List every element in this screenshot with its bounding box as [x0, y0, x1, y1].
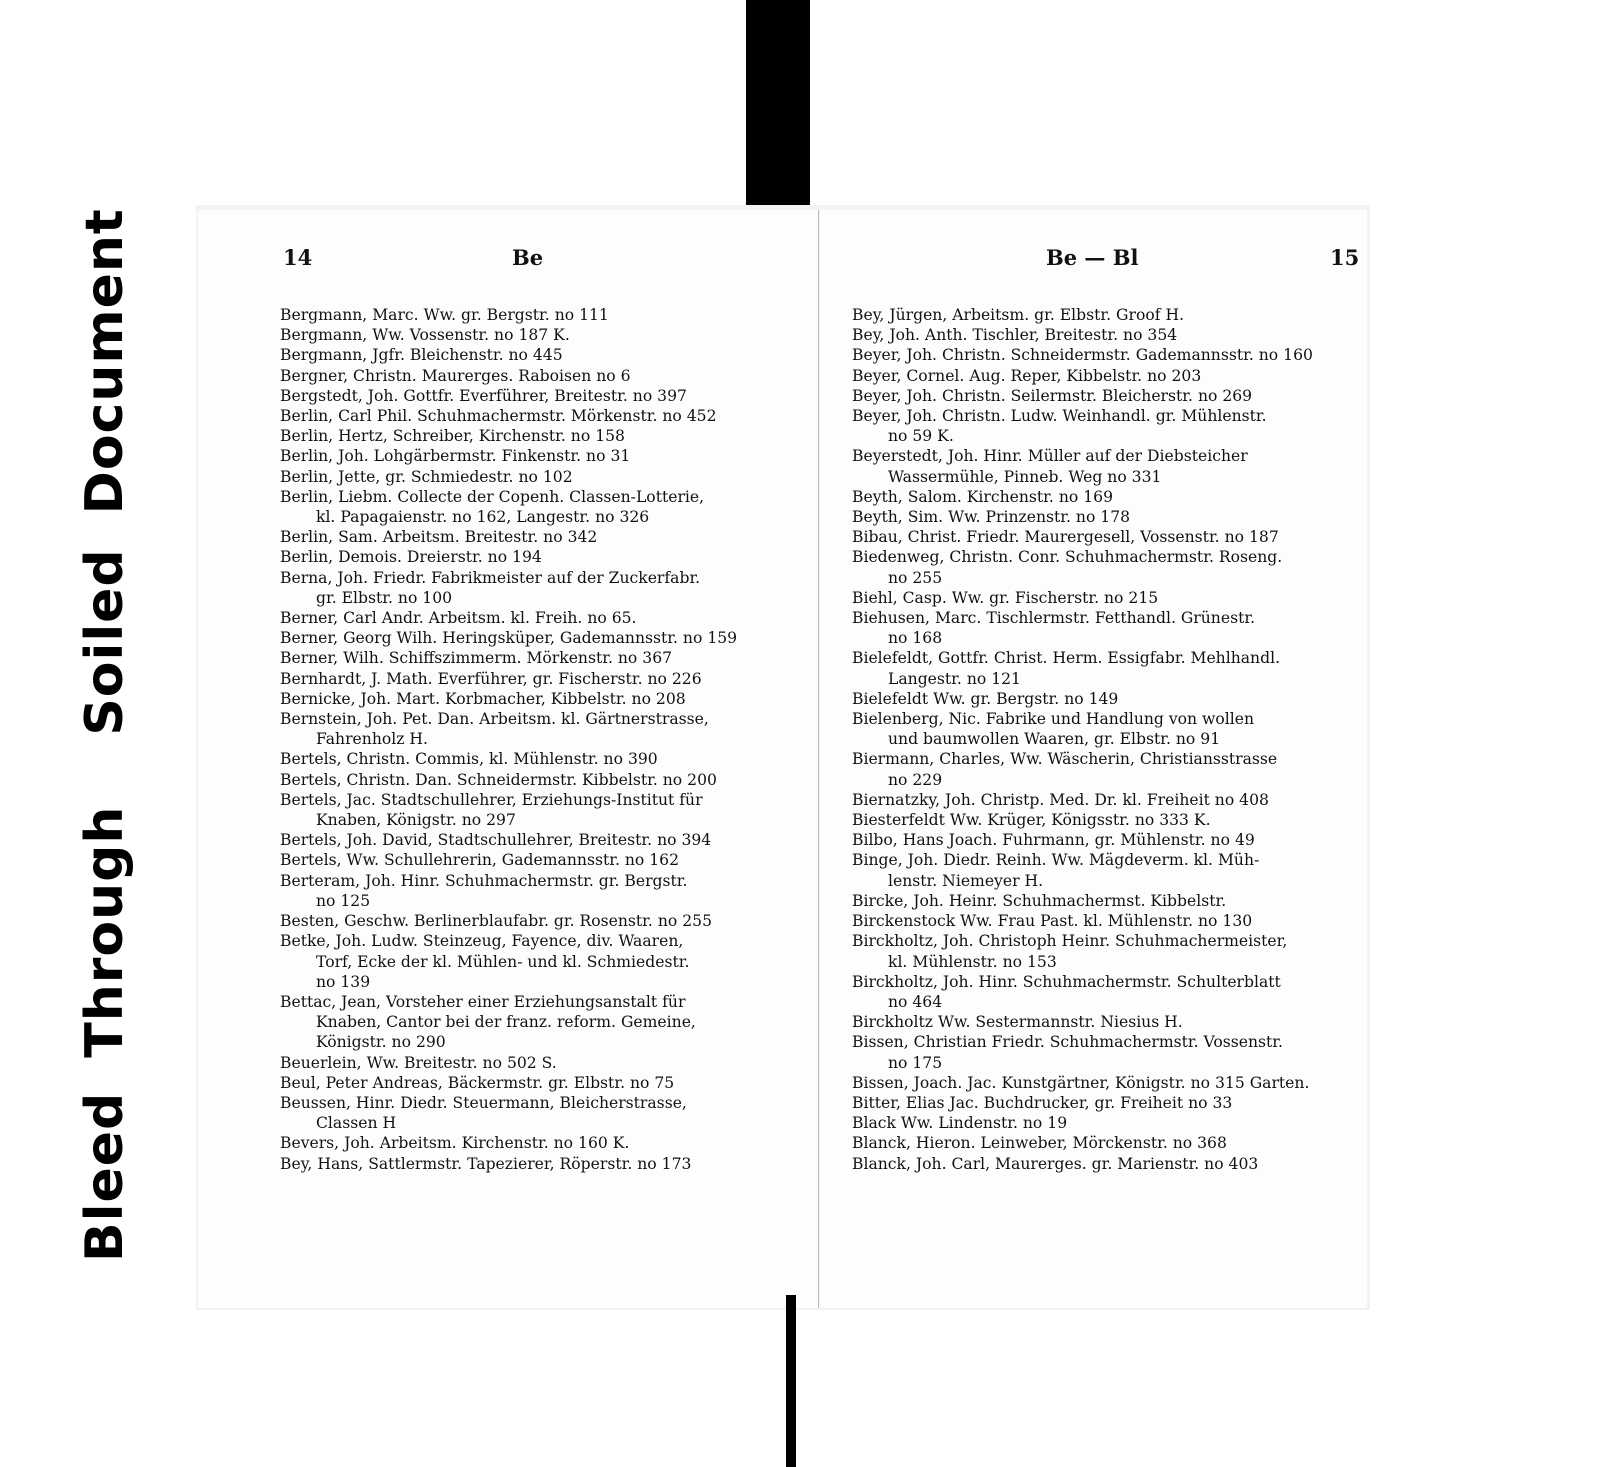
entry-continuation: Torf, Ecke der kl. Mühlen- und kl. Schmiedestr.	[316, 952, 690, 971]
entry-text: Biernatzky, Joh. Christp. Med. Dr. kl. Freiheit no 408	[852, 790, 1269, 809]
directory-entry	[852, 547, 1354, 587]
entry-text: Bey, Hans, Sattlermstr. Tapezierer, Röperstr. no 173	[280, 1154, 692, 1173]
entry-text: Beyer, Joh. Christn. Seilermstr. Bleicherstr. no 269	[852, 386, 1253, 405]
directory-entry	[280, 406, 792, 426]
directory-entry	[852, 891, 1354, 911]
directory-entry	[852, 648, 1354, 688]
directory-entry	[280, 1093, 792, 1133]
directory-entry	[280, 1133, 792, 1153]
directory-entry	[852, 689, 1354, 709]
right-page-header: Be — Bl	[1046, 245, 1139, 270]
entry-text: Beyerstedt, Joh. Hinr. Müller auf der Diebsteicher	[852, 447, 1248, 466]
entry-text: Beyth, Salom. Kirchenstr. no 169	[852, 487, 1113, 506]
directory-entry	[852, 850, 1354, 890]
entry-continuation: no 125	[316, 891, 371, 910]
binding-strip-bottom	[786, 1295, 796, 1467]
left-page-number: 14	[283, 245, 313, 270]
entry-text: Bernstein, Joh. Pet. Dan. Arbeitsm. kl. Gärtnerstrasse,	[280, 710, 709, 729]
entry-text: Bielefeldt Ww. gr. Bergstr. no 149	[852, 689, 1119, 708]
entry-text: Bettac, Jean, Vorsteher einer Erziehungsanstalt für	[280, 992, 686, 1011]
entry-continuation: no 464	[888, 992, 943, 1011]
directory-entry	[852, 446, 1354, 486]
directory-entry	[280, 386, 792, 406]
entry-text: Bissen, Joach. Jac. Kunstgärtner, Königstr. no 315 Garten.	[852, 1073, 1310, 1092]
entry-continuation: no 175	[888, 1053, 943, 1072]
entry-text: Birckholtz, Joh. Hinr. Schuhmachermstr. Schulterblatt	[852, 972, 1281, 991]
entry-text: Bircke, Joh. Heinr. Schuhmachermst. Kibbelstr.	[852, 891, 1227, 910]
entry-text: Berna, Joh. Friedr. Fabrikmeister auf der Zuckerfabr.	[280, 568, 701, 587]
entry-text: Beuerlein, Ww. Breitestr. no 502 S.	[280, 1053, 557, 1072]
entry-text: Bey, Jürgen, Arbeitsm. gr. Elbstr. Groof H.	[852, 306, 1185, 324]
directory-entry	[852, 709, 1354, 749]
directory-entry	[280, 1032, 792, 1052]
entry-continuation: gr. Elbstr. no 100	[316, 588, 453, 607]
directory-entry	[280, 305, 792, 325]
entry-text: Birckholtz, Joh. Christoph Heinr. Schuhmachermeister,	[852, 932, 1288, 951]
directory-entry	[852, 1154, 1354, 1174]
entry-text: Birckholtz Ww. Sestermannstr. Niesius H.	[852, 1013, 1183, 1032]
entry-text: Berlin, Jette, gr. Schmiedestr. no 102	[280, 467, 573, 486]
entry-text: Blanck, Hieron. Leinweber, Mörckenstr. no 368	[852, 1134, 1227, 1153]
directory-entry	[280, 992, 792, 1032]
directory-entry	[852, 345, 1354, 365]
entry-continuation: kl. Papagaienstr. no 162, Langestr. no 326	[316, 508, 650, 527]
entry-continuation: Classen H	[316, 1114, 397, 1133]
entry-continuation: no 229	[888, 770, 943, 789]
left-entry-list	[280, 305, 792, 1174]
directory-entry	[852, 325, 1354, 345]
directory-entry	[280, 608, 792, 628]
entry-text: Berlin, Demois. Dreierstr. no 194	[280, 548, 542, 567]
directory-entry	[852, 366, 1354, 386]
directory-entry	[280, 547, 792, 567]
directory-entry	[852, 1073, 1354, 1093]
side-label	[75, 208, 135, 1262]
entry-text: Bergmann, Marc. Ww. gr. Bergstr. no 111	[280, 306, 609, 324]
entry-text: Bergstedt, Joh. Gottfr. Everführer, Breitestr. no 397	[280, 386, 687, 405]
entry-text: Birckenstock Ww. Frau Past. kl. Mühlenstr. no 130	[852, 912, 1253, 931]
directory-entry	[280, 345, 792, 365]
entry-continuation: no 59 K.	[888, 427, 954, 446]
entry-text: Besten, Geschw. Berlinerblaufabr. gr. Rosenstr. no 255	[280, 912, 712, 931]
entry-text: Berlin, Joh. Lohgärbermstr. Finkenstr. no 31	[280, 447, 631, 466]
entry-text: Binge, Joh. Diedr. Reinh. Ww. Mägdeverm. kl. Müh-	[852, 851, 1260, 870]
directory-entry	[852, 588, 1354, 608]
left-page-header: Be	[512, 245, 544, 270]
directory-entry	[280, 366, 792, 386]
directory-entry	[852, 527, 1354, 547]
entry-text: Berlin, Liebm. Collecte der Copenh. Classen-Lotterie,	[280, 487, 705, 506]
directory-entry	[280, 628, 792, 648]
directory-entry	[280, 972, 792, 992]
entry-text: Berteram, Joh. Hinr. Schuhmachermstr. gr. Bergstr.	[280, 871, 688, 890]
entry-text: Bergner, Christn. Maurerges. Raboisen no 6	[280, 366, 631, 385]
directory-entry	[852, 749, 1354, 789]
entry-text: Biesterfeldt Ww. Krüger, Königsstr. no 333 K.	[852, 811, 1211, 830]
entry-continuation: Wassermühle, Pinneb. Weg no 331	[888, 467, 1162, 486]
directory-entry	[280, 487, 792, 527]
directory-entry	[280, 325, 792, 345]
entry-continuation: lenstr. Niemeyer H.	[888, 871, 1044, 890]
side-label-word: Bleed	[75, 1091, 135, 1262]
side-label-word: Through	[75, 805, 135, 1058]
directory-entry	[852, 386, 1354, 406]
entry-text: Bertels, Joh. David, Stadtschullehrer, Breitestr. no 394	[280, 831, 712, 850]
directory-entry	[280, 669, 792, 689]
entry-text: Bergmann, Ww. Vossenstr. no 187 K.	[280, 326, 570, 345]
side-label-word: Soiled	[75, 548, 135, 736]
entry-text: Beyer, Joh. Christn. Schneidermstr. Gademannsstr. no 160	[852, 346, 1313, 365]
directory-entry	[280, 527, 792, 547]
entry-continuation: Fahrenholz H.	[316, 730, 428, 749]
entry-text: Bielenberg, Nic. Fabrike und Handlung von wollen	[852, 710, 1255, 729]
entry-text: Biehusen, Marc. Tischlermstr. Fetthandl. Grünestr.	[852, 609, 1256, 628]
directory-entry	[852, 507, 1354, 527]
directory-entry	[280, 770, 792, 790]
directory-entry	[280, 871, 792, 911]
directory-entry	[280, 689, 792, 709]
entry-text: Beyth, Sim. Ww. Prinzenstr. no 178	[852, 508, 1131, 527]
directory-entry	[852, 931, 1354, 971]
entry-text: Berlin, Sam. Arbeitsm. Breitestr. no 342	[280, 528, 598, 547]
entry-continuation: Knaben, Cantor bei der franz. reform. Gemeine,	[316, 1013, 696, 1032]
right-entry-list	[852, 305, 1354, 1174]
entry-continuation: kl. Mühlenstr. no 153	[888, 952, 1057, 971]
directory-entry	[852, 1093, 1354, 1113]
directory-entry	[280, 1154, 792, 1174]
directory-entry	[280, 709, 792, 749]
directory-entry	[280, 1053, 792, 1073]
directory-entry	[280, 850, 792, 870]
entry-text: Bernicke, Joh. Mart. Korbmacher, Kibbelstr. no 208	[280, 689, 686, 708]
entry-text: Betke, Joh. Ludw. Steinzeug, Fayence, div. Waaren,	[280, 932, 684, 951]
directory-entry	[280, 931, 792, 971]
entry-text: Beussen, Hinr. Diedr. Steuermann, Bleicherstrasse,	[280, 1093, 687, 1112]
entry-text: Black Ww. Lindenstr. no 19	[852, 1114, 1068, 1133]
directory-entry	[852, 305, 1354, 325]
binding-strip-top	[746, 0, 810, 205]
entry-text: Bertels, Christn. Dan. Schneidermstr. Kibbelstr. no 200	[280, 770, 717, 789]
entry-text: Beyer, Cornel. Aug. Reper, Kibbelstr. no 203	[852, 366, 1202, 385]
entry-text: Biehl, Casp. Ww. gr. Fischerstr. no 215	[852, 588, 1159, 607]
entry-continuation: no 168	[888, 629, 943, 648]
directory-entry	[852, 406, 1354, 446]
directory-entry	[852, 1133, 1354, 1153]
entry-text: Berlin, Carl Phil. Schuhmachermstr. Mörkenstr. no 452	[280, 407, 717, 426]
directory-entry	[280, 648, 792, 668]
entry-text: Bitter, Elias Jac. Buchdrucker, gr. Freiheit no 33	[852, 1093, 1233, 1112]
directory-entry	[852, 911, 1354, 931]
directory-entry	[280, 911, 792, 931]
entry-text: Biermann, Charles, Ww. Wäscherin, Christiansstrasse	[852, 750, 1278, 769]
directory-entry	[280, 790, 792, 830]
entry-text: Bey, Joh. Anth. Tischler, Breitestr. no 354	[852, 326, 1178, 345]
directory-entry	[280, 830, 792, 850]
directory-entry	[852, 1012, 1354, 1032]
entry-text: Bertels, Jac. Stadtschullehrer, Erziehungs-Institut für	[280, 790, 703, 809]
entry-text: Bergmann, Jgfr. Bleichenstr. no 445	[280, 346, 563, 365]
directory-entry	[852, 830, 1354, 850]
entry-text: Bielefeldt, Gottfr. Christ. Herm. Essigfabr. Mehlhandl.	[852, 649, 1281, 668]
entry-text: Bissen, Christian Friedr. Schuhmachermstr. Vossenstr.	[852, 1033, 1283, 1052]
directory-entry	[852, 1113, 1354, 1133]
directory-entry	[280, 446, 792, 466]
entry-text: Bevers, Joh. Arbeitsm. Kirchenstr. no 160 K.	[280, 1134, 630, 1153]
entry-continuation: Knaben, Königstr. no 297	[316, 811, 516, 830]
right-page-number: 15	[1330, 245, 1360, 270]
entry-text: Beyer, Joh. Christn. Ludw. Weinhandl. gr. Mühlenstr.	[852, 407, 1267, 426]
entry-text: Berlin, Hertz, Schreiber, Kirchenstr. no 158	[280, 427, 625, 446]
entry-text: Bernhardt, J. Math. Everführer, gr. Fischerstr. no 226	[280, 669, 702, 688]
entry-text: Berner, Wilh. Schiffszimmerm. Mörkenstr. no 367	[280, 649, 673, 668]
entry-continuation: no 139	[316, 972, 371, 991]
directory-entry	[852, 608, 1354, 648]
directory-entry	[852, 810, 1354, 830]
directory-entry	[852, 972, 1354, 1012]
entry-text: Biedenweg, Christn. Conr. Schuhmachermstr. Roseng.	[852, 548, 1283, 567]
entry-continuation: Langestr. no 121	[888, 669, 1021, 688]
directory-entry	[852, 790, 1354, 810]
entry-text: Bibau, Christ. Friedr. Maurergesell, Vossenstr. no 187	[852, 528, 1279, 547]
directory-entry	[280, 1073, 792, 1093]
entry-continuation: und baumwollen Waaren, gr. Elbstr. no 91	[888, 730, 1221, 749]
directory-entry	[852, 487, 1354, 507]
entry-text: Blanck, Joh. Carl, Maurerges. gr. Marienstr. no 403	[852, 1154, 1259, 1173]
entry-text: Berner, Georg Wilh. Heringsküper, Gademannsstr. no 159	[280, 629, 738, 648]
directory-entry	[280, 568, 792, 608]
entry-text: Bertels, Ww. Schullehrerin, Gademannsstr. no 162	[280, 851, 680, 870]
directory-entry	[280, 749, 792, 769]
entry-continuation: no 255	[888, 568, 943, 587]
directory-entry	[280, 467, 792, 487]
side-label-word: Document	[75, 208, 135, 515]
entry-text: Berner, Carl Andr. Arbeitsm. kl. Freih. no 65.	[280, 609, 637, 628]
directory-entry	[280, 426, 792, 446]
entry-text: Beul, Peter Andreas, Bäckermstr. gr. Elbstr. no 75	[280, 1073, 675, 1092]
entry-continuation: Königstr. no 290	[316, 1033, 446, 1052]
entry-text: Bilbo, Hans Joach. Fuhrmann, gr. Mühlenstr. no 49	[852, 831, 1255, 850]
entry-text: Bertels, Christn. Commis, kl. Mühlenstr. no 390	[280, 750, 658, 769]
directory-entry	[852, 1032, 1354, 1072]
